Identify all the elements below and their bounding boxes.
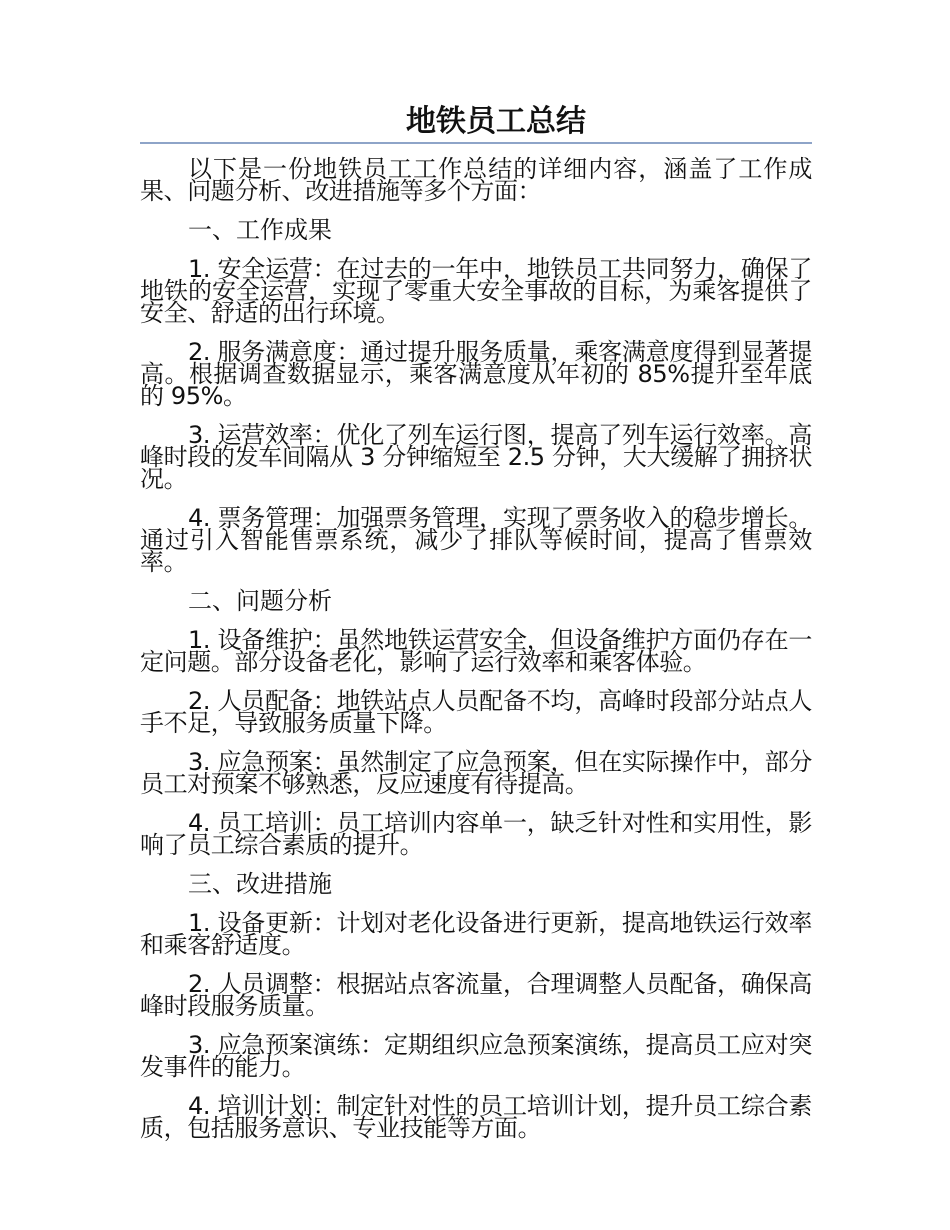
improvement-item: 2. 人员调整：根据站点客流量，合理调整人员配备，确保高峰时段服务质量。 [140, 970, 812, 1020]
document-title: 地铁员工总结 [406, 104, 586, 139]
section-heading-problems: 二、问题分析 [188, 587, 332, 615]
title-underline [140, 142, 812, 144]
problem-item: 3. 应急预案：虽然制定了应急预案，但在实际操作中，部分员工对预案不够熟悉，反应速度有待提高。 [140, 748, 812, 798]
achievement-item: 4. 票务管理：加强票务管理，实现了票务收入的稳步增长。通过引入智能售票系统，减少了排队等候时间，提高了售票效率。 [140, 504, 812, 576]
achievement-item: 3. 运营效率：优化了列车运行图，提高了列车运行效率。高峰时段的发车间隔从 3 分钟缩短至 2.5 分钟，大大缓解了拥挤状况。 [140, 421, 812, 493]
improvement-item: 4. 培训计划：制定针对性的员工培训计划，提升员工综合素质，包括服务意识、专业技能等方面。 [140, 1092, 812, 1142]
improvement-item: 1. 设备更新：计划对老化设备进行更新，提高地铁运行效率和乘客舒适度。 [140, 909, 812, 959]
intro-paragraph: 以下是一份地铁员工工作总结的详细内容，涵盖了工作成果、问题分析、改进措施等多个方面： [140, 155, 812, 205]
section-heading-improvements: 三、改进措施 [188, 870, 332, 898]
problem-item: 2. 人员配备：地铁站点人员配备不均，高峰时段部分站点人手不足，导致服务质量下降。 [140, 687, 812, 737]
document-page [140, 102, 812, 1156]
improvement-item: 3. 应急预案演练：定期组织应急预案演练，提高员工应对突发事件的能力。 [140, 1031, 812, 1081]
section-heading-achievements: 一、工作成果 [188, 216, 332, 244]
achievement-item: 1. 安全运营：在过去的一年中，地铁员工共同努力，确保了地铁的安全运营，实现了零重大安全事故的目标，为乘客提供了安全、舒适的出行环境。 [140, 255, 812, 327]
problem-item: 4. 员工培训：员工培训内容单一，缺乏针对性和实用性，影响了员工综合素质的提升。 [140, 809, 812, 859]
achievement-item: 2. 服务满意度：通过提升服务质量，乘客满意度得到显著提高。根据调查数据显示，乘客满意度从年初的 85%提升至年底的 95%。 [140, 338, 812, 410]
problem-item: 1. 设备维护：虽然地铁运营安全，但设备维护方面仍存在一定问题。部分设备老化，影响了运行效率和乘客体验。 [140, 626, 812, 676]
